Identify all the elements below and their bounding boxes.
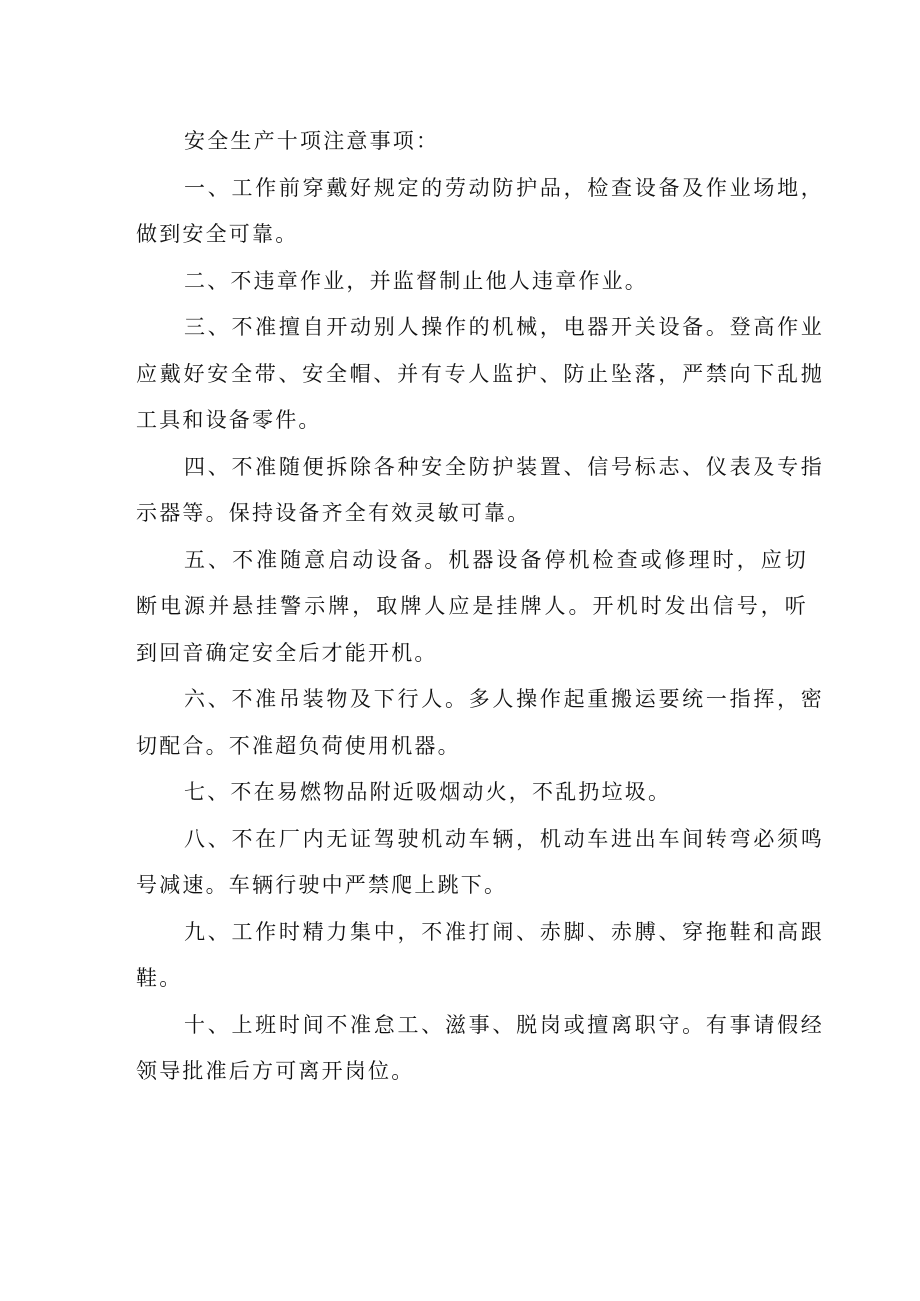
- rule-item-5: 五、不准随意启动设备。机器设备停机检查或修理时，应切断电源并悬挂警示牌，取牌人应是挂牌人。开机时发出信号，听到回音确定安全后才能开机。: [136, 547, 808, 665]
- rule-item-10: 十、上班时间不准怠工、滋事、脱岗或擅离职守。有事请假经领导批准后方可离开岗位。: [136, 1012, 824, 1083]
- rule-item-9: 九、工作时精力集中，不准打闹、赤脚、赤膊、穿拖鞋和高跟鞋。: [136, 919, 824, 990]
- rule-item-7: 七、不在易燃物品附近吸烟动火，不乱扔垃圾。: [184, 780, 672, 804]
- rule-item-2: 二、不违章作业，并监督制止他人违章作业。: [184, 268, 648, 293]
- rule-item-6: 六、不准吊装物及下行人。多人操作起重搬运要统一指挥，密切配合。不准超负荷使用机器。: [136, 687, 824, 758]
- rule-item-8: 八、不在厂内无证驾驶机动车辆，机动车进出车间转弯必须鸣号减速。车辆行驶中严禁爬上跳下。: [136, 826, 824, 897]
- rule-item-1: 一、工作前穿戴好规定的劳动防护品，检查设备及作业场地，做到安全可靠。: [136, 175, 824, 246]
- rule-item-4: 四、不准随便拆除各种安全防护装置、信号标志、仪表及专指示器等。保持设备齐全有效灵敏可靠。: [136, 454, 824, 525]
- document-body: [136, 118, 824, 1095]
- document-heading: 安全生产十项注意事项：: [184, 129, 440, 153]
- rule-item-3: 三、不准擅自开动别人操作的机械，电器开关设备。登高作业应戴好安全带、安全帽、并有专人监护、防止坠落，严禁向下乱抛工具和设备零件。: [136, 315, 824, 432]
